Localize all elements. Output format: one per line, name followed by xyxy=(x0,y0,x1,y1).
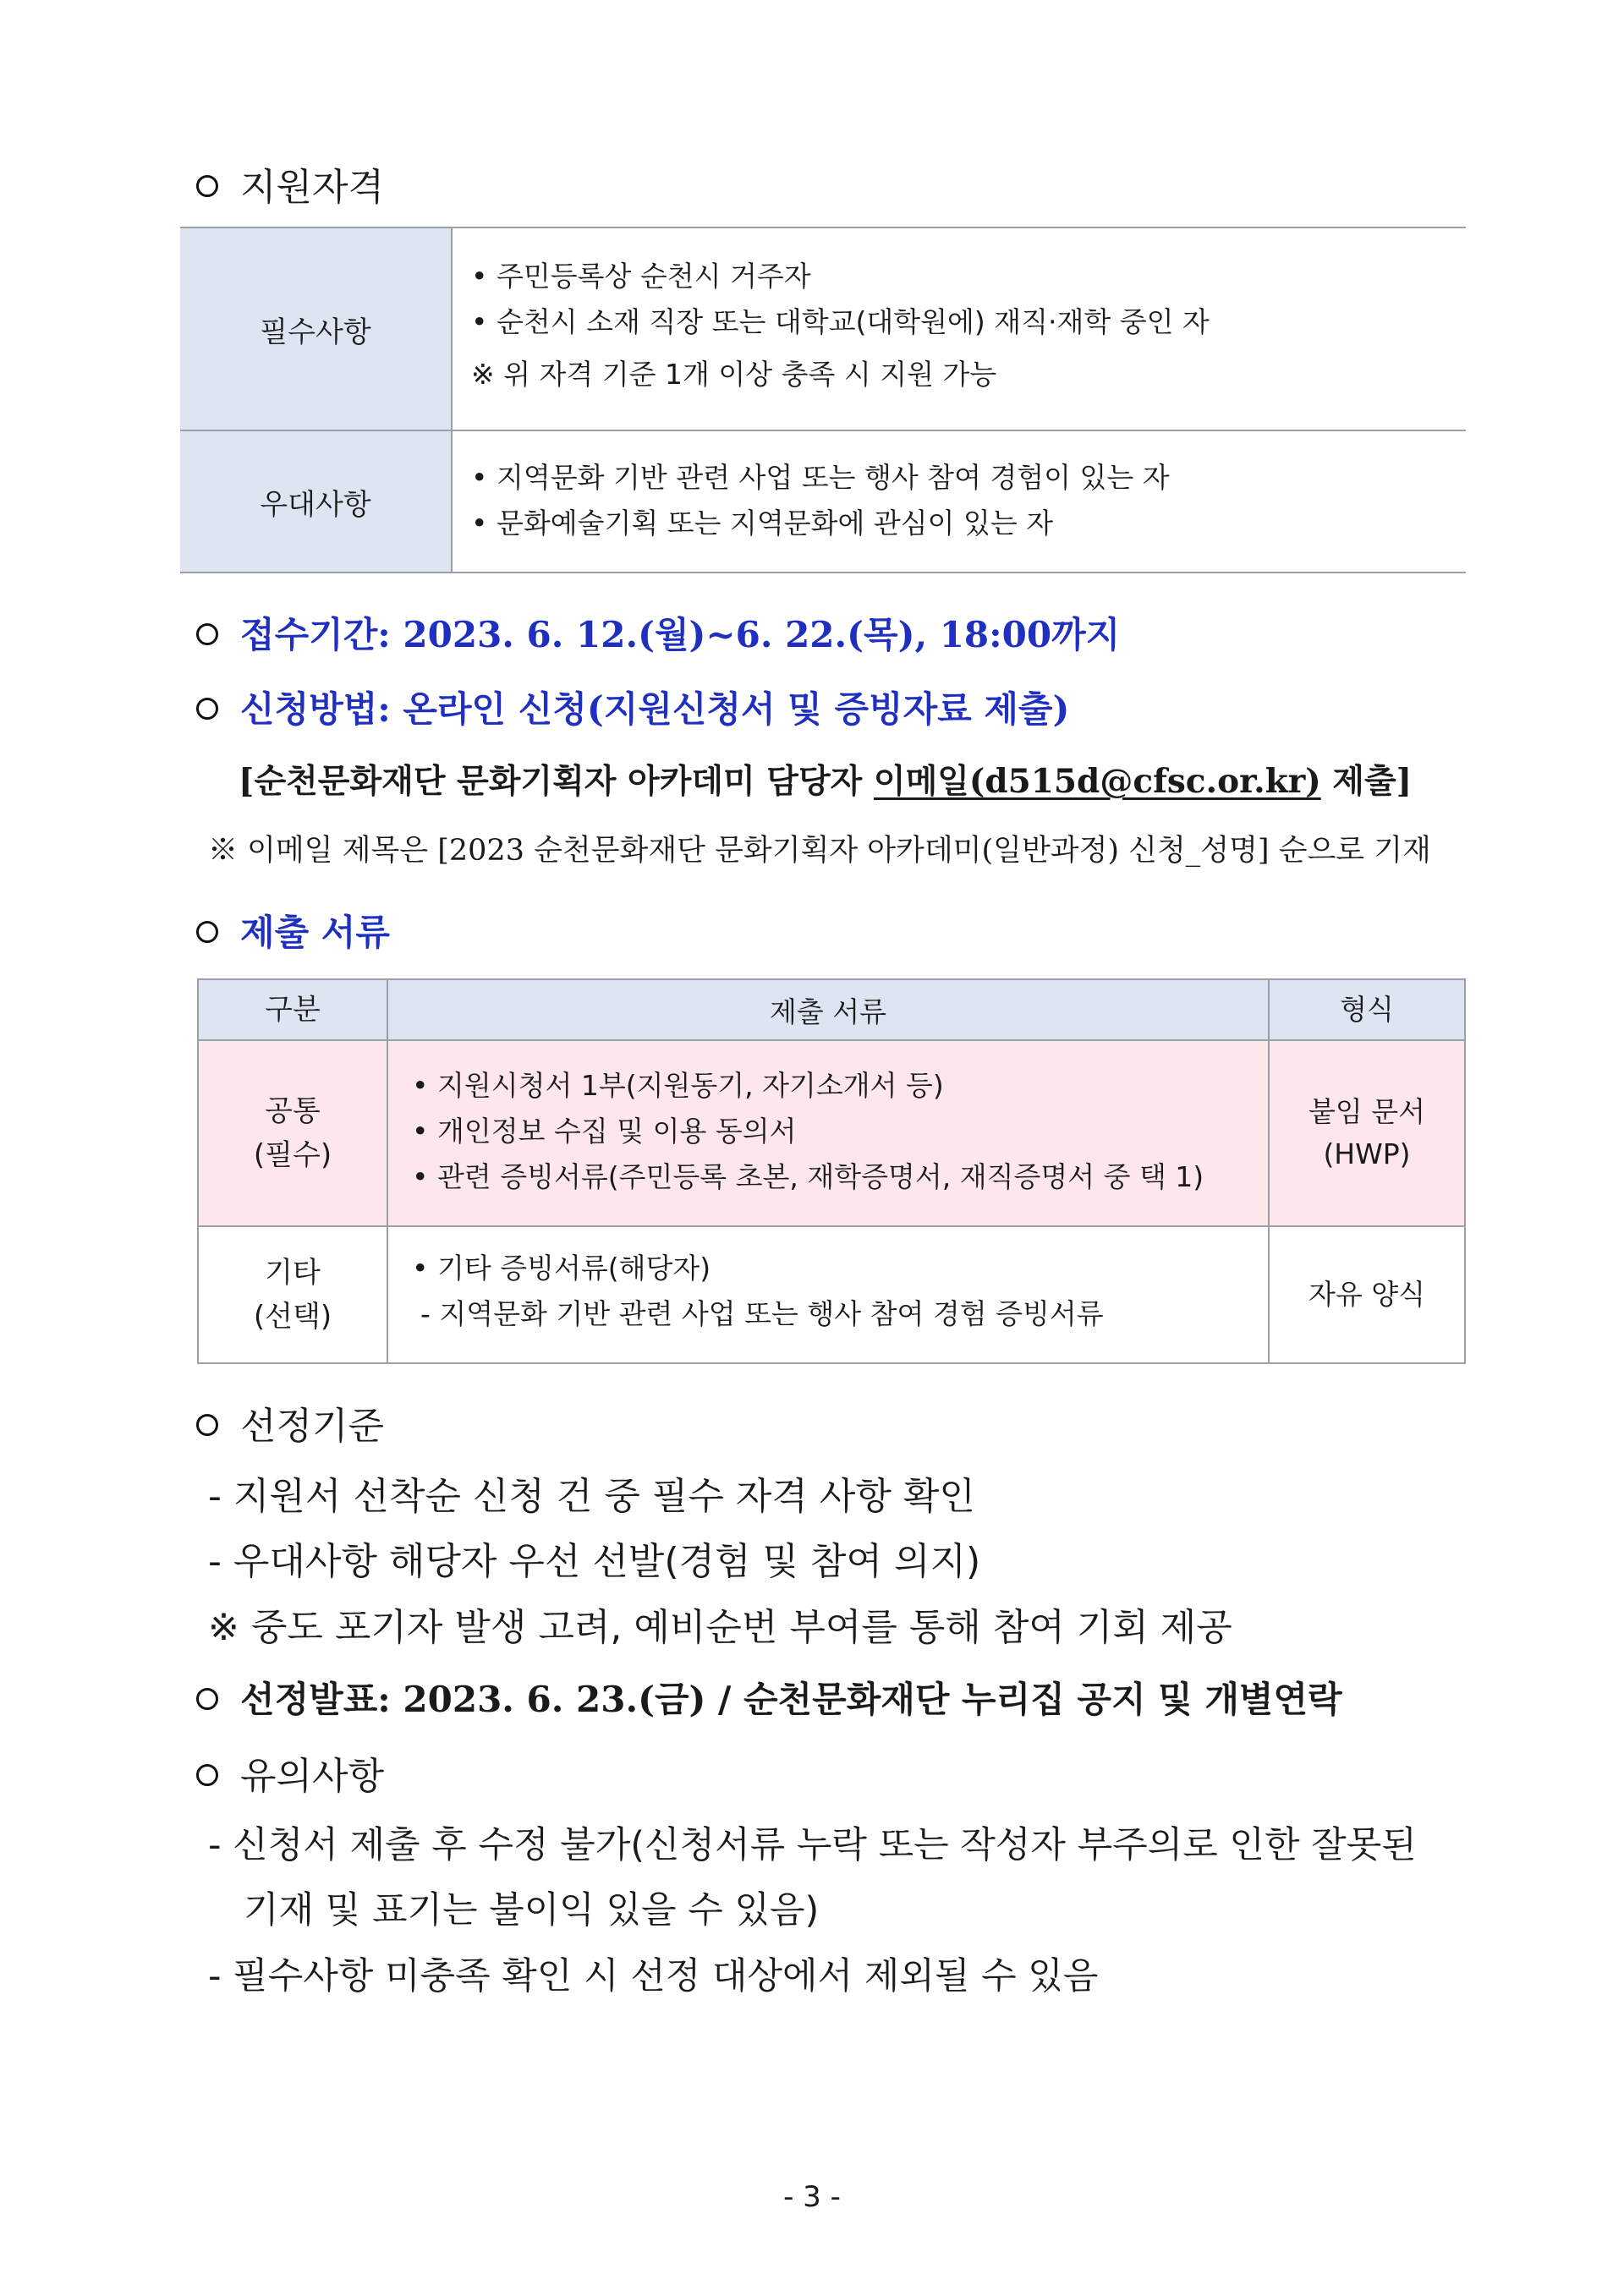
category-cell: 기타 (선택) xyxy=(199,1227,388,1362)
method-text: 신청방법: 온라인 신청(지원신청서 및 증빙자료 제출) xyxy=(240,688,1070,730)
note-text: ※ 위 자격 기준 1개 이상 충족 시 지원 가능 xyxy=(471,358,997,391)
circle-bullet-icon xyxy=(196,698,218,720)
circle-bullet-icon xyxy=(196,623,218,645)
documents-table xyxy=(197,978,1466,1364)
list-item: • 순천시 소재 직장 또는 대학교(대학원에) 재직·재학 중인 자 xyxy=(471,305,1210,338)
list-item: • 관련 증빙서류(주민등록 초본, 재학증명서, 재직증명서 중 택 1) xyxy=(412,1160,1204,1193)
section-notes xyxy=(196,1745,384,1800)
notes-item-cont: 기재 및 표기는 불이익 있을 수 있음) xyxy=(244,1889,820,1932)
list-item: • 주민등록상 순천시 거주자 xyxy=(471,260,811,293)
method-detail: [순천문화재단 문화기획자 아카데미 담당자 이메일(d515d@cfsc.or.kr) 제출] xyxy=(239,762,1413,801)
list-item: • 지역문화 기반 관련 사업 또는 행사 참여 경험이 있는 자 xyxy=(471,461,1170,494)
row-label: 우대사항 xyxy=(180,431,453,572)
criteria-item: - 지원서 선착순 신청 건 중 필수 자격 사항 확인 xyxy=(208,1475,975,1518)
period-text: 접수기간: 2023. 6. 12.(월)~6. 22.(목), 18:00까지 xyxy=(240,614,1121,655)
eligibility-table xyxy=(180,227,1466,573)
circle-bullet-icon xyxy=(196,1764,218,1786)
circle-bullet-icon xyxy=(196,921,218,943)
page-number: - 3 - xyxy=(783,2180,841,2214)
section-title: 지원자격 xyxy=(240,166,385,209)
header-cell: 구분 xyxy=(199,980,388,1039)
section-title: 유의사항 xyxy=(240,1755,385,1798)
row-label: 필수사항 xyxy=(180,228,453,430)
format-cell: 자유 양식 xyxy=(1308,1278,1425,1311)
circle-bullet-icon xyxy=(196,1688,218,1710)
list-item: • 기타 증빙서류(해당자) xyxy=(412,1252,711,1285)
list-item: • 문화예술기획 또는 지역문화에 관심이 있는 자 xyxy=(471,507,1054,540)
header-cell: 제출 서류 xyxy=(388,980,1270,1039)
table-header-row xyxy=(199,980,1464,1041)
method-note: ※ 이메일 제목은 [2023 순천문화재단 문화기획자 아카데미(일반과정) 신청_성명] 순으로 기재 xyxy=(208,834,1431,868)
list-item: - 지역문화 기반 관련 사업 또는 행사 참여 경험 증빙서류 xyxy=(420,1297,1104,1330)
circle-bullet-icon xyxy=(196,175,218,197)
table-row xyxy=(199,1227,1464,1362)
announcement-text: 선정발표: 2023. 6. 23.(금) / 순천문화재단 누리집 공지 및 개별연락 xyxy=(240,1679,1342,1720)
header-cell: 형식 xyxy=(1340,993,1394,1026)
section-title: 선정기준 xyxy=(240,1405,385,1448)
criteria-note: ※ 중도 포기자 발생 고려, 예비순번 부여를 통해 참여 기회 제공 xyxy=(208,1606,1232,1649)
list-item: • 지원시청서 1부(지원동기, 자기소개서 등) xyxy=(412,1069,944,1102)
format-cell: 붙임 문서 (HWP) xyxy=(1308,1095,1425,1170)
email-link[interactable]: 이메일(d515d@cfsc.or.kr) xyxy=(873,762,1321,801)
section-eligibility xyxy=(196,156,384,211)
row-content xyxy=(453,228,1466,430)
list-item: • 개인정보 수집 및 이용 동의서 xyxy=(412,1115,797,1148)
table-row xyxy=(199,1041,1464,1227)
section-title: 제출 서류 xyxy=(240,912,390,953)
criteria-item: - 우대사항 해당자 우선 선발(경험 및 참여 의지) xyxy=(208,1540,981,1583)
notes-item: - 필수사항 미충족 확인 시 선정 대상에서 제외될 수 있음 xyxy=(208,1955,1099,1997)
table-row xyxy=(180,431,1466,572)
notes-item: - 신청서 제출 후 수정 불가(신청서류 누락 또는 작성자 부주의로 인한 잘못된 xyxy=(208,1824,1417,1866)
row-content xyxy=(453,431,1466,572)
table-row xyxy=(180,228,1466,431)
section-criteria xyxy=(196,1395,384,1449)
section-method xyxy=(196,682,1069,732)
section-documents xyxy=(196,905,390,956)
section-announcement xyxy=(196,1672,1342,1723)
documents-cell xyxy=(388,1041,1270,1225)
circle-bullet-icon xyxy=(196,1414,218,1436)
category-cell: 공통 (필수) xyxy=(199,1041,388,1225)
documents-cell xyxy=(388,1227,1270,1362)
section-period xyxy=(196,607,1120,658)
